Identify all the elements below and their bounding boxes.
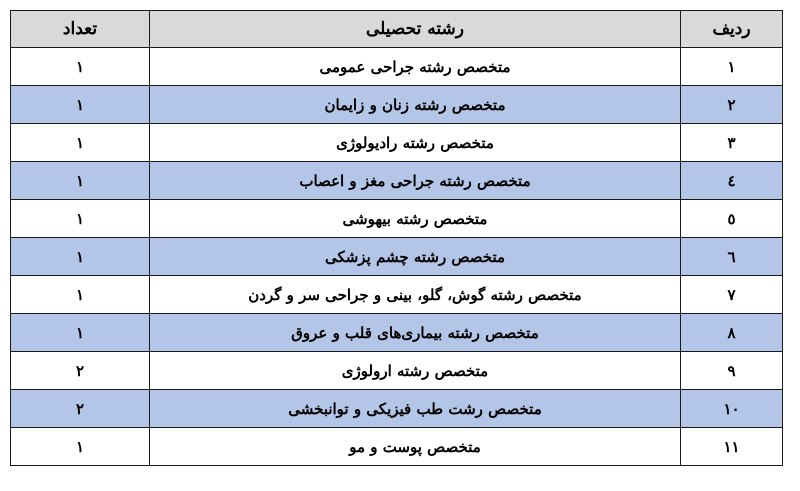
table-row <box>11 162 783 200</box>
count-cell: ۲ <box>11 390 150 428</box>
field-cell: متخصص رشت طب فیزیکی و توانبخشی <box>150 390 681 428</box>
row-number-cell: ۹ <box>681 352 783 390</box>
field-cell: متخصص پوست و مو <box>150 428 681 466</box>
row-number-cell: ٥ <box>681 200 783 238</box>
table-row <box>11 238 783 276</box>
table-row <box>11 86 783 124</box>
row-number-cell: ۳ <box>681 124 783 162</box>
field-cell: متخصص رشته چشم پزشکی <box>150 238 681 276</box>
table-row <box>11 124 783 162</box>
row-number-cell: ۱۱ <box>681 428 783 466</box>
count-cell: ۱ <box>11 86 150 124</box>
table-container <box>10 10 782 466</box>
field-cell: متخصص رشته زنان و زایمان <box>150 86 681 124</box>
table-row <box>11 352 783 390</box>
count-cell: ۱ <box>11 162 150 200</box>
row-number-cell: ۲ <box>681 86 783 124</box>
row-number-cell: ٤ <box>681 162 783 200</box>
table-row <box>11 48 783 86</box>
header-count: تعداد <box>11 11 150 48</box>
count-cell: ۲ <box>11 352 150 390</box>
row-number-cell: ۱۰ <box>681 390 783 428</box>
field-cell: متخصص رشته جراحی عمومی <box>150 48 681 86</box>
field-cell: متخصص رشته بیهوشی <box>150 200 681 238</box>
header-field: رشته تحصیلی <box>150 11 681 48</box>
specialties-table <box>10 10 783 466</box>
field-cell: متخصص رشته جراحی مغز و اعصاب <box>150 162 681 200</box>
table-header-row <box>11 11 783 48</box>
row-number-cell: ۱ <box>681 48 783 86</box>
field-cell: متخصص رشته بیماری‌های قلب و عروق <box>150 314 681 352</box>
count-cell: ۱ <box>11 124 150 162</box>
table-row <box>11 314 783 352</box>
row-number-cell: ۷ <box>681 276 783 314</box>
table-row <box>11 200 783 238</box>
field-cell: متخصص رشته رادیولوژی <box>150 124 681 162</box>
count-cell: ۱ <box>11 428 150 466</box>
table-row <box>11 428 783 466</box>
count-cell: ۱ <box>11 48 150 86</box>
count-cell: ۱ <box>11 238 150 276</box>
count-cell: ۱ <box>11 200 150 238</box>
field-cell: متخصص رشته گوش، گلو، بینی و جراحی سر و گردن <box>150 276 681 314</box>
count-cell: ۱ <box>11 276 150 314</box>
table-row <box>11 276 783 314</box>
row-number-cell: ٦ <box>681 238 783 276</box>
count-cell: ۱ <box>11 314 150 352</box>
field-cell: متخصص رشته ارولوژی <box>150 352 681 390</box>
header-row-number: ردیف <box>681 11 783 48</box>
table-row <box>11 390 783 428</box>
row-number-cell: ۸ <box>681 314 783 352</box>
